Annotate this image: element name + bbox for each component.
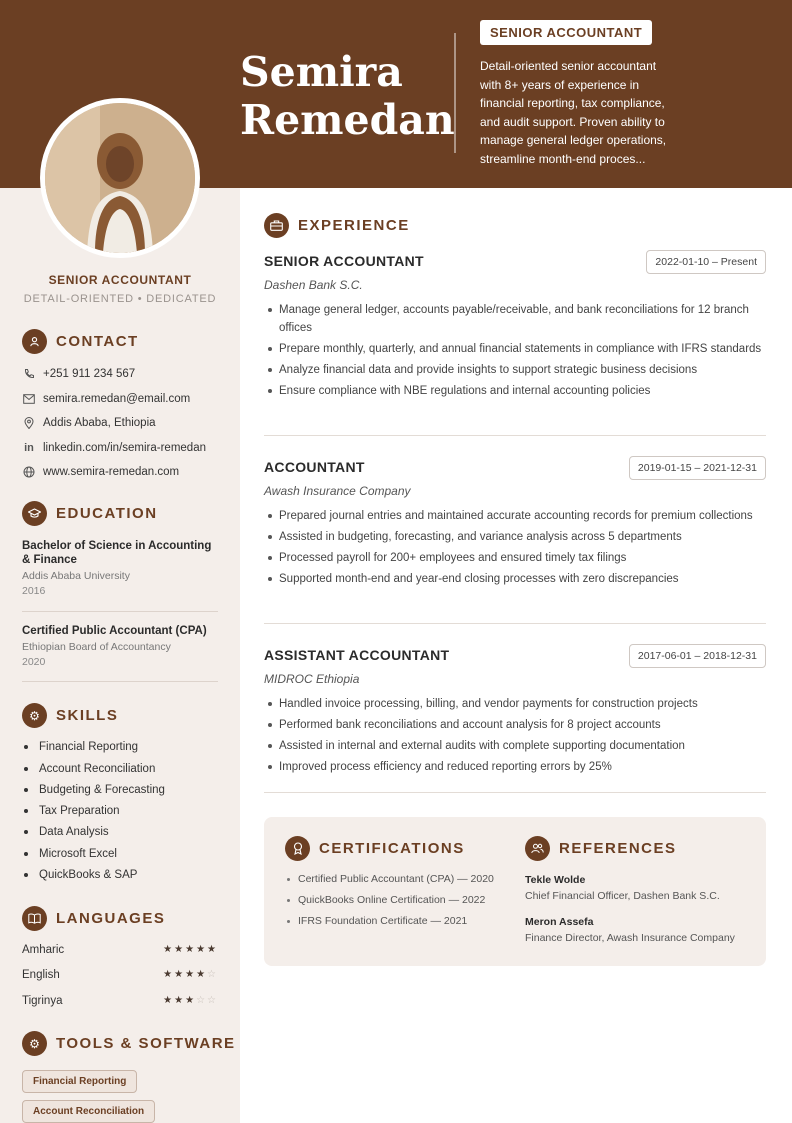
sidebar-tagline: DETAIL-ORIENTED • DEDICATED xyxy=(23,293,217,305)
language-row xyxy=(22,969,218,981)
job-title: SENIOR ACCOUNTANT xyxy=(264,253,424,269)
skill-item: Microsoft Excel xyxy=(22,848,117,860)
education-degree: Certified Public Accountant (CPA) xyxy=(22,625,207,637)
job-bullet: Assisted in internal and external audits with complete supporting documentation xyxy=(264,737,766,755)
person-silhouette-icon xyxy=(45,103,195,253)
references-heading-label: REFERENCES xyxy=(559,840,677,857)
job-dates: 2019-01-15 – 2021-12-31 xyxy=(629,456,766,480)
language-rating-stars: ★★★★☆ xyxy=(163,969,218,980)
graduation-cap-icon xyxy=(22,501,47,526)
job-bullets xyxy=(264,507,766,591)
education-heading xyxy=(22,501,158,526)
skills-heading-label: SKILLS xyxy=(56,707,119,724)
job-bullet: Processed payroll for 200+ employees and ensured timely tax filings xyxy=(264,549,766,567)
education-year: 2020 xyxy=(22,656,46,668)
skill-item: Data Analysis xyxy=(22,826,109,838)
contact-heading xyxy=(22,329,139,354)
experience-heading xyxy=(264,213,410,238)
certification-item: Certified Public Accountant (CPA) — 2020 xyxy=(285,872,494,886)
job-company: MIDROC Ethiopia xyxy=(264,672,360,686)
sidebar-role: SENIOR ACCOUNTANT xyxy=(48,273,192,287)
job-bullet: Assisted in budgeting, forecasting, and variance analysis across 5 departments xyxy=(264,528,766,546)
skill-item: Tax Preparation xyxy=(22,805,120,817)
contact-email-text: semira.remedan@email.com xyxy=(43,393,191,405)
education-divider xyxy=(22,611,218,612)
book-icon xyxy=(22,906,47,931)
language-rating-stars: ★★★☆☆ xyxy=(163,995,218,1006)
gear-icon: ⚙ xyxy=(22,1031,47,1056)
education-degree: Bachelor of Science in Accounting & Finance xyxy=(22,540,212,566)
candidate-name xyxy=(240,48,455,144)
certifications-list xyxy=(285,872,494,935)
section-divider xyxy=(264,792,766,793)
profile-photo xyxy=(45,103,195,253)
tools-heading xyxy=(22,1031,236,1056)
linkedin-icon: in xyxy=(24,442,34,454)
header-divider xyxy=(454,33,456,153)
job-bullet: Prepare monthly, quarterly, and annual financial statements in compliance with IFRS standards xyxy=(264,340,766,358)
languages-heading-label: LANGUAGES xyxy=(56,910,166,927)
contact-email[interactable] xyxy=(22,392,190,406)
job-bullet: Improved process efficiency and reduced reporting errors by 25% xyxy=(264,758,766,776)
education-divider xyxy=(22,681,218,682)
job-bullet: Analyze financial data and provide insights to support strategic business decisions xyxy=(264,361,766,379)
skill-item: Budgeting & Forecasting xyxy=(22,784,165,796)
language-name: Tigrinya xyxy=(22,995,63,1007)
briefcase-icon xyxy=(264,213,289,238)
section-divider xyxy=(264,435,766,436)
language-rating-stars: ★★★★★ xyxy=(163,944,218,955)
job-dates: 2022-01-10 – Present xyxy=(646,250,766,274)
location-pin-icon xyxy=(22,416,36,430)
email-icon xyxy=(22,392,36,406)
contact-location-text: Addis Ababa, Ethiopia xyxy=(43,417,156,429)
tool-chip: Account Reconciliation xyxy=(22,1100,155,1123)
education-item xyxy=(22,624,218,668)
contact-website[interactable] xyxy=(22,465,179,479)
education-item xyxy=(22,539,218,597)
job-company: Dashen Bank S.C. xyxy=(264,278,363,292)
skill-item: Account Reconciliation xyxy=(22,763,155,775)
title-badge: SENIOR ACCOUNTANT xyxy=(480,20,652,45)
skills-heading xyxy=(22,703,118,728)
reference-item xyxy=(525,916,735,944)
job-bullet: Performed bank reconciliations and account analysis for 8 project accounts xyxy=(264,716,766,734)
contact-heading-label: CONTACT xyxy=(56,333,139,350)
gear-icon: ⚙ xyxy=(22,703,47,728)
reference-name: Meron Assefa xyxy=(525,916,594,928)
education-year: 2016 xyxy=(22,585,46,597)
language-name: Amharic xyxy=(22,944,65,956)
reference-role: Finance Director, Awash Insurance Company xyxy=(525,932,735,944)
education-school: Addis Ababa University xyxy=(22,570,130,582)
job-bullet: Manage general ledger, accounts payable/receivable, and bank reconciliations for 12 branch offices xyxy=(264,301,766,337)
job-bullet: Ensure compliance with NBE regulations and internal accounting policies xyxy=(264,382,766,400)
education-heading-label: EDUCATION xyxy=(56,505,158,522)
contact-linkedin[interactable] xyxy=(22,441,206,455)
section-divider xyxy=(264,623,766,624)
contact-location xyxy=(22,416,156,430)
reference-name: Tekle Wolde xyxy=(525,874,586,886)
experience-heading-label: EXPERIENCE xyxy=(298,217,410,234)
tool-chip: Financial Reporting xyxy=(22,1070,137,1093)
phone-icon xyxy=(22,367,36,381)
contact-phone-text: +251 911 234 567 xyxy=(43,368,136,380)
job-bullet: Prepared journal entries and maintained accurate accounting records for premium collections xyxy=(264,507,766,525)
references-heading xyxy=(525,836,677,861)
contact-website-text: www.semira-remedan.com xyxy=(43,466,180,478)
job-title: ASSISTANT ACCOUNTANT xyxy=(264,647,450,663)
certification-item: IFRS Foundation Certificate — 2021 xyxy=(285,914,494,928)
skill-item: QuickBooks & SAP xyxy=(22,869,137,881)
contact-linkedin-text: linkedin.com/in/semira-remedan xyxy=(43,442,206,454)
reference-role: Chief Financial Officer, Dashen Bank S.C. xyxy=(525,890,720,902)
summary-text: Detail-oriented senior accountant with 8+ years of experience in financial reporting, tax compliance, and audit support. Proven ability to manage general ledger operations, streamline month-end proces... xyxy=(480,59,667,166)
job-bullets xyxy=(264,301,766,403)
certifications-heading xyxy=(285,836,465,861)
certification-item: QuickBooks Online Certification — 2022 xyxy=(285,893,494,907)
language-row xyxy=(22,944,218,956)
first-name: Semira xyxy=(240,48,403,96)
job-company: Awash Insurance Company xyxy=(264,484,411,498)
language-row xyxy=(22,995,218,1007)
education-school: Ethiopian Board of Accountancy xyxy=(22,641,171,653)
languages-heading xyxy=(22,906,165,931)
award-ribbon-icon xyxy=(285,836,310,861)
job-bullet: Supported month-end and year-end closing processes with zero discrepancies xyxy=(264,570,766,588)
job-title: ACCOUNTANT xyxy=(264,459,365,475)
skill-item: Financial Reporting xyxy=(22,741,138,753)
avatar xyxy=(40,98,200,258)
job-dates: 2017-06-01 – 2018-12-31 xyxy=(629,644,766,668)
language-name: English xyxy=(22,969,60,981)
reference-item xyxy=(525,874,720,902)
last-name: Remedan xyxy=(240,96,455,144)
certifications-heading-label: CERTIFICATIONS xyxy=(319,840,465,857)
job-bullet: Handled invoice processing, billing, and vendor payments for construction projects xyxy=(264,695,766,713)
users-icon xyxy=(525,836,550,861)
job-bullets xyxy=(264,695,766,779)
tools-heading-label: TOOLS & SOFTWARE xyxy=(56,1035,236,1052)
globe-icon xyxy=(22,465,36,479)
person-icon xyxy=(22,329,47,354)
contact-phone xyxy=(22,367,135,381)
